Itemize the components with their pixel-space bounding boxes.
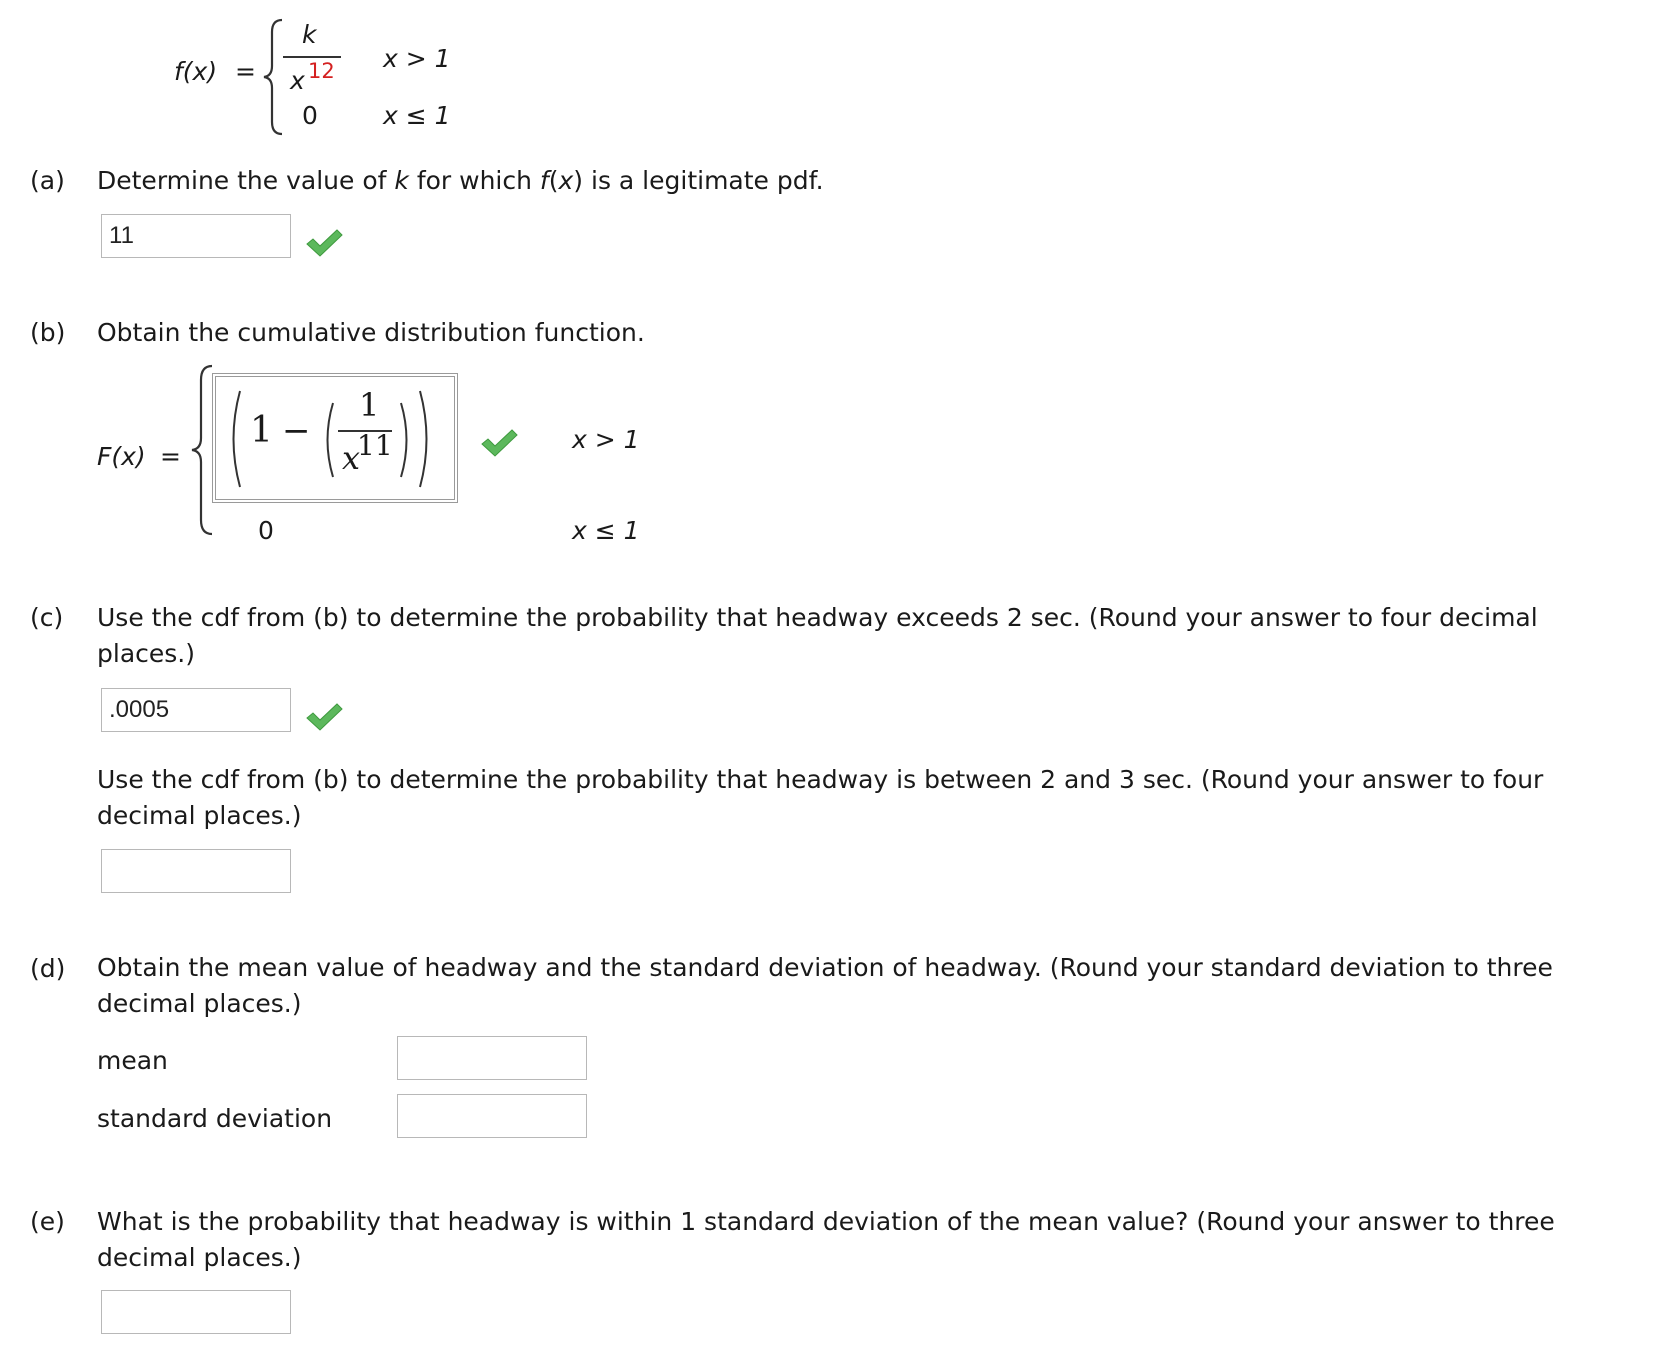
part-a-q-k: k [394, 166, 409, 195]
part-c-question-2: Use the cdf from (b) to determine the probability that headway is between 2 and 3 sec. (Round your answer to four decimal places.) [97, 765, 1544, 830]
cdf-condition-2: x ≤ 1 [572, 516, 640, 545]
part-a-letter: (a) [30, 166, 65, 195]
cdf-inner-paren-right [398, 401, 414, 479]
part-d-letter: (d) [30, 954, 66, 983]
part-c-letter: (c) [30, 603, 64, 632]
pdf-denominator-exponent: 12 [308, 59, 335, 83]
pdf-condition-2: x ≤ 1 [383, 101, 451, 130]
answer-input-e[interactable] [101, 1290, 291, 1334]
part-d-question: Obtain the mean value of headway and the standard deviation of headway. (Round your standard deviation to three decimal places.) [97, 953, 1553, 1018]
pdf-zero: 0 [302, 101, 318, 130]
part-a-q-text-1: Determine the value of [97, 166, 395, 195]
cdf-fraction-base: x [342, 439, 361, 477]
check-icon [480, 428, 518, 458]
part-a-q-text-3: ) is a legitimate pdf. [573, 166, 824, 195]
mean-input[interactable] [397, 1036, 587, 1080]
sd-label: standard deviation [97, 1104, 333, 1133]
sd-input[interactable] [397, 1094, 587, 1138]
part-b-letter: (b) [30, 318, 66, 347]
pdf-condition-1: x > 1 [383, 44, 451, 73]
pdf-brace [262, 18, 286, 136]
part-e-letter: (e) [30, 1207, 65, 1236]
cdf-condition-1: x > 1 [572, 425, 640, 454]
cdf-one: 1 [250, 410, 273, 451]
cdf-minus: − [282, 411, 311, 451]
pdf-denominator-base: x [290, 66, 305, 95]
pdf-numerator: k [302, 20, 317, 49]
part-e-question: What is the probability that headway is within 1 standard deviation of the mean value? (Round your answer to three decimal places.) [97, 1207, 1555, 1272]
cdf-fraction-exponent: 11 [357, 429, 393, 462]
part-a-q-x: x [558, 166, 574, 195]
part-a-q-f: f [539, 166, 549, 195]
cdf-answer-box[interactable] [212, 373, 458, 503]
cdf-fraction-numerator: 1 [359, 386, 380, 424]
mean-label: mean [97, 1046, 168, 1075]
pdf-equals: = [235, 57, 256, 86]
cdf-inner-paren-left [320, 401, 336, 479]
answer-input-c1[interactable]: .0005 [101, 688, 291, 732]
cdf-lhs: F(x) [97, 442, 146, 471]
cdf-answer-inner [215, 376, 455, 500]
part-b-question: Obtain the cumulative distribution function. [97, 318, 645, 347]
cdf-zero: 0 [258, 516, 274, 545]
cdf-outer-paren-left [224, 389, 244, 489]
part-a-q-text-2: for which [408, 166, 540, 195]
answer-input-a[interactable]: 11 [101, 214, 291, 258]
pdf-lhs: f(x) [174, 57, 218, 86]
check-icon [305, 702, 343, 732]
part-a-q-paren: ( [548, 166, 559, 195]
cdf-equals: = [160, 442, 181, 471]
part-a-question [97, 164, 824, 198]
answer-input-c2[interactable] [101, 849, 291, 893]
check-icon [305, 228, 343, 258]
cdf-outer-paren-right [416, 389, 436, 489]
part-c-question-1: Use the cdf from (b) to determine the probability that headway exceeds 2 sec. (Round your answer to four decimal places.) [97, 603, 1538, 668]
